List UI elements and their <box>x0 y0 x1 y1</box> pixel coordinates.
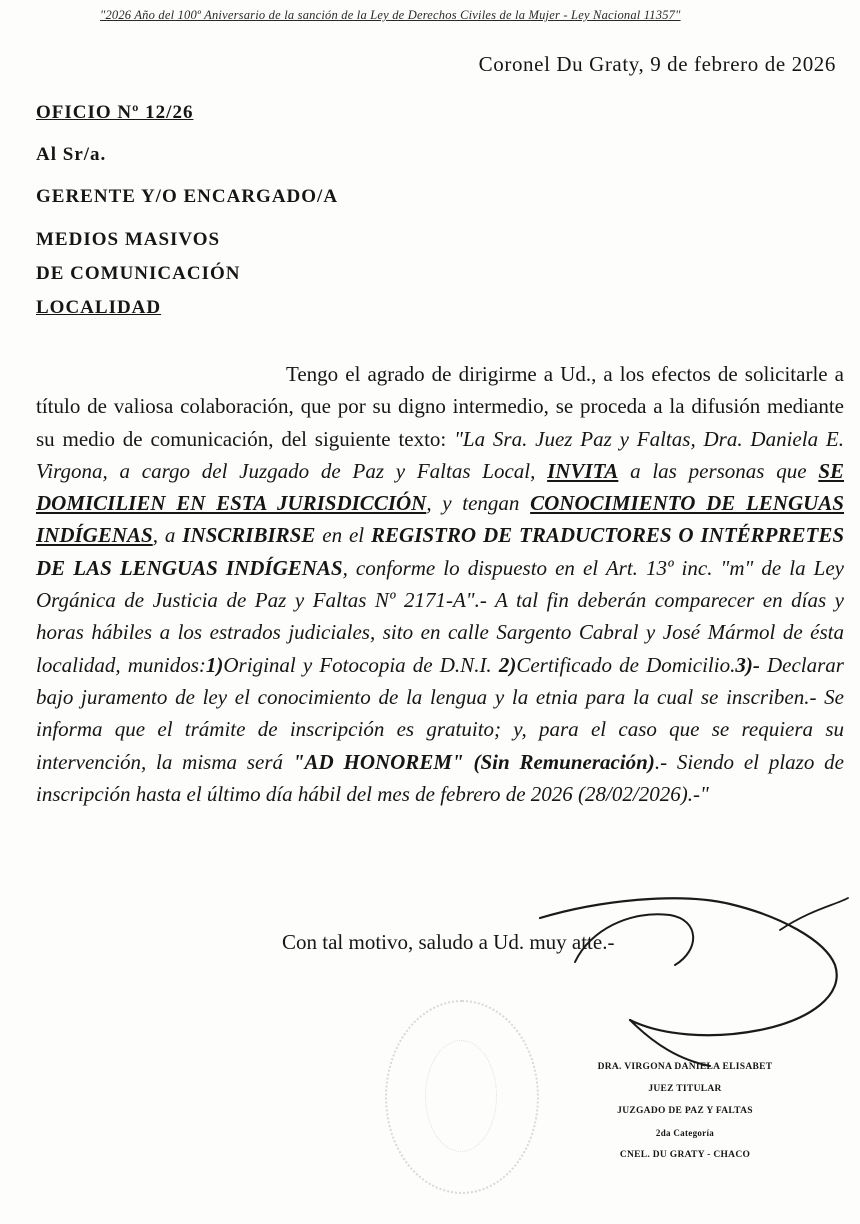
item-number-2: 2) <box>498 652 517 677</box>
signer-name: DRA. VIRGONA DANIELA ELISABET <box>597 1062 773 1072</box>
quoted-emphasis-invita: INVITA <box>547 458 619 483</box>
item-number-1: 1) <box>205 652 224 677</box>
quoted-emphasis-lenguas: CONOCIMIENTO DE LENGUAS INDÍGENAS <box>36 491 844 548</box>
quoted-emphasis-inscribirse: INSCRIBIRSE <box>182 523 316 548</box>
quoted-text: a las personas que <box>618 458 819 483</box>
quoted-emphasis-ad-honorem: "AD HONOREM" (Sin Remuneración) <box>292 749 655 774</box>
recipient-locality: LOCALIDAD <box>36 297 162 318</box>
handwritten-signature <box>480 870 850 1070</box>
quoted-text: Certificado de Domicilio. <box>516 652 736 677</box>
recipient-org-line2: DE COMUNICACIÓN <box>36 263 241 284</box>
body-intro: Tengo el agrado de dirigirme a Ud., a los efectos de solicitarle a título de valiosa colaboración, que por su digno intermedio, se proceda a la difusión mediante su medio de comunicación, del siguiente texto: <box>36 362 844 451</box>
signature-block <box>560 1056 810 1166</box>
signer-location: CNEL. DU GRATY - CHACO <box>619 1150 751 1160</box>
header-commemorative-note: "2026 Año del 100º Aniversario de la sanción de la Ley de Derechos Civiles de la Mujer - Ley Nacional 11357" <box>100 8 681 22</box>
quoted-text: en el <box>315 523 372 548</box>
quoted-text: , y tengan <box>426 491 531 516</box>
quoted-text: Declarar bajo juramento de ley el conocimiento de la lengua y la etnia para la cual se inscriben.- Se informa que el trámite de inscripción es gratuito; y, para el caso que se requiera su intervención, la misma será <box>36 652 844 774</box>
signer-title: JUEZ TITULAR <box>648 1084 722 1094</box>
signer-court-category: 2da Categoría <box>655 1128 715 1138</box>
quoted-text: Original y Fotocopia de D.N.I. <box>223 652 499 677</box>
quoted-emphasis-registro: REGISTRO DE TRADUCTORES O INTÉRPRETES DE LAS LENGUAS INDÍGENAS <box>36 523 845 580</box>
item-number-3: 3)- <box>735 652 760 677</box>
closing-line: Con tal motivo, saludo a Ud. muy atte.- <box>282 930 615 954</box>
quoted-text: .- Siendo el plazo de inscripción hasta el último día hábil del mes de febrero de 2026 (28/02/2026).-" <box>36 749 844 806</box>
place-and-date: Coronel Du Graty, 9 de febrero de 2026 <box>478 52 836 76</box>
recipient-title: GERENTE Y/O ENCARGADO/A <box>36 186 339 207</box>
quoted-text: "La Sra. Juez Paz y Faltas, Dra. Daniela E. Virgona, a cargo del Juzgado de Paz y Faltas Local, <box>36 426 844 483</box>
quoted-emphasis-jurisdiccion: SE DOMICILIEN EN ESTA JURISDICCIÓN <box>36 458 844 516</box>
oficio-number: OFICIO Nº 12/26 <box>36 102 194 123</box>
quoted-text: , a <box>152 523 183 548</box>
quoted-text: , conforme lo dispuesto en el Art. 13º inc. "m" de la Ley Orgánica de Justicia de Paz y Faltas Nº 2171-A".- A tal fin deberán comparecer en días y horas hábiles a los estrados judiciales, sito en calle Sargento Cabral y José Mármol de ésta localidad, munidos: <box>36 555 845 677</box>
letter-body <box>36 358 844 810</box>
recipient-org-line1: MEDIOS MASIVOS <box>36 229 221 250</box>
body-paragraph <box>36 358 844 810</box>
recipient-salutation: Al Sr/a. <box>36 144 107 165</box>
signer-court: JUZGADO DE PAZ Y FALTAS <box>617 1106 753 1116</box>
